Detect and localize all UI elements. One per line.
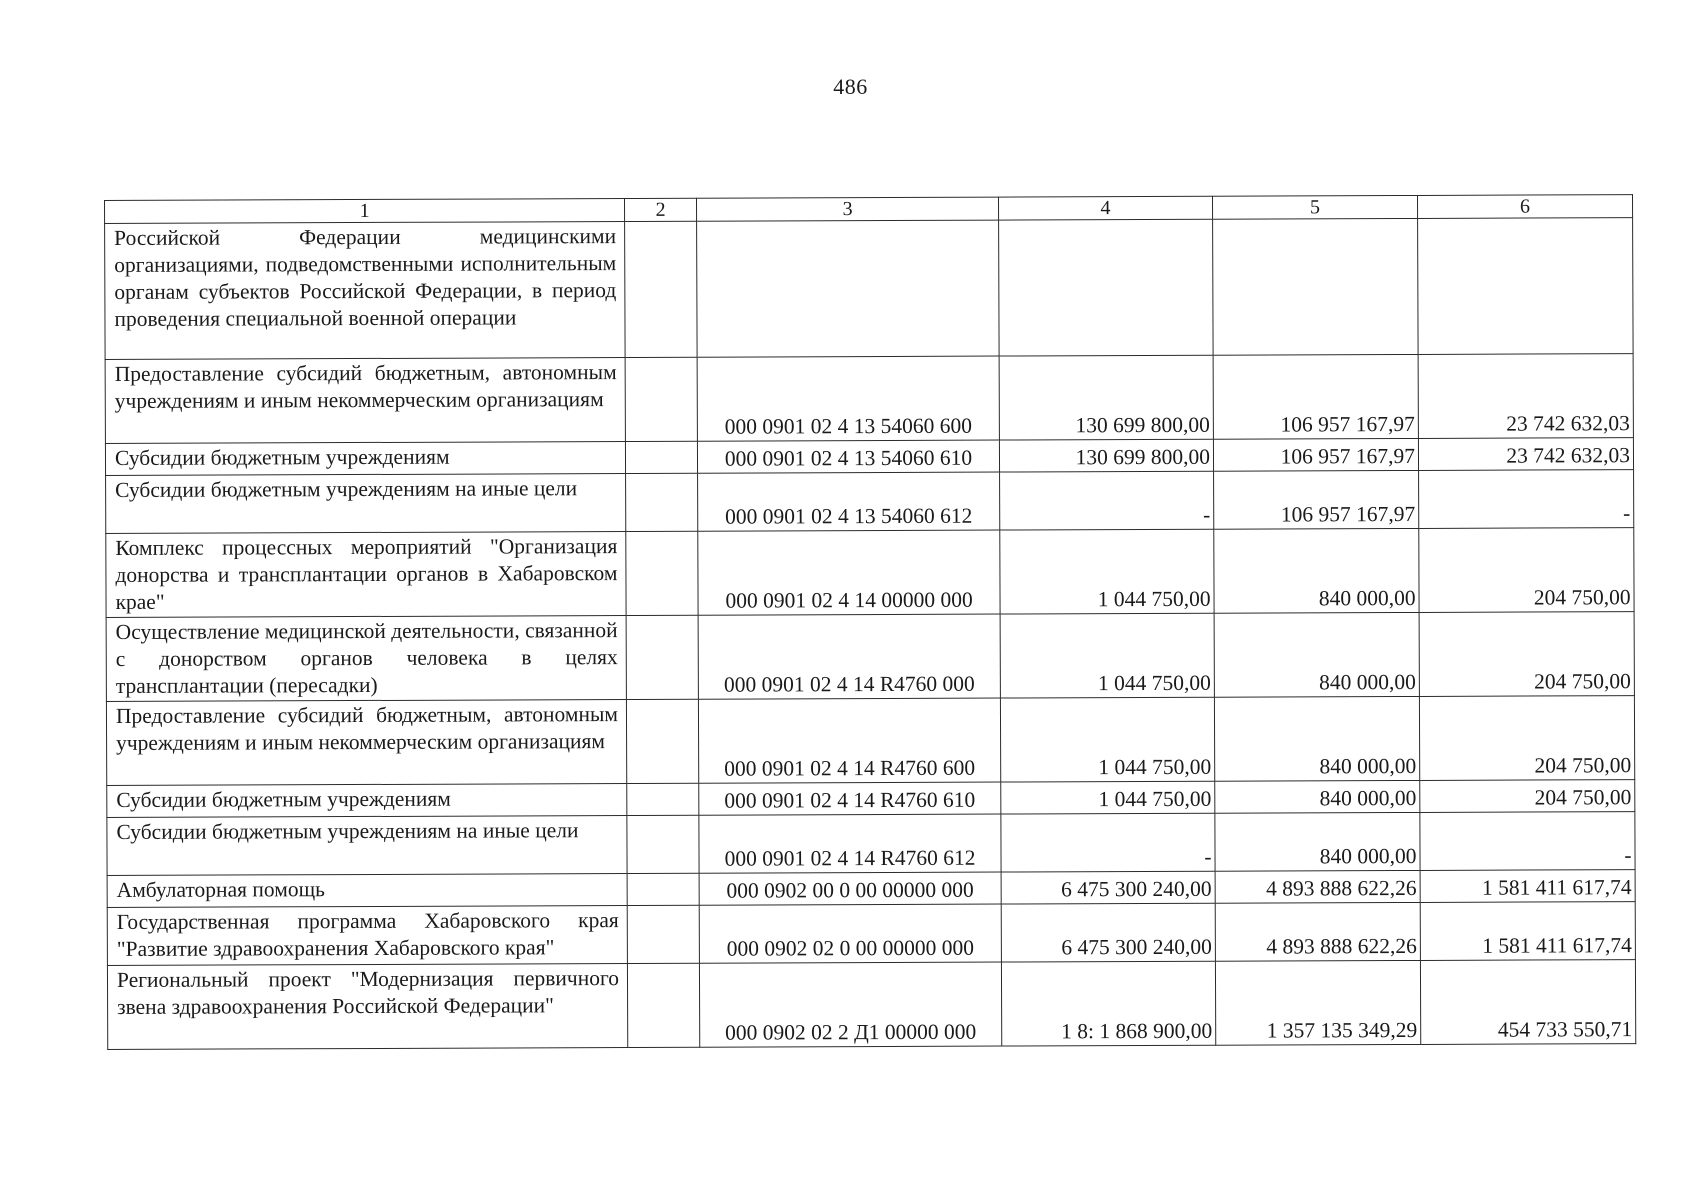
column-number: 5	[1212, 195, 1417, 219]
row-unexecuted: 1 581 411 617,74	[1420, 902, 1635, 961]
row-executed: 840 000,00	[1215, 780, 1420, 813]
row-unexecuted: -	[1419, 470, 1634, 529]
row-approved: 130 699 800,00	[999, 355, 1213, 440]
table-row	[107, 902, 1635, 966]
row-code: 000 0901 02 4 14 R4760 610	[699, 782, 1001, 815]
budget-table-container	[104, 194, 1635, 1050]
row-blank-cell	[627, 783, 699, 815]
row-executed: 840 000,00	[1215, 812, 1420, 871]
row-approved: 1 044 750,00	[1000, 529, 1214, 614]
row-name: Предоставление субсидий бюджетным, автономным учреждениям и иным некоммерческим организациям	[106, 699, 626, 785]
row-unexecuted: 23 742 632,03	[1418, 438, 1633, 471]
row-name: Субсидии бюджетным учреждениям на иные цели	[107, 815, 627, 875]
row-executed: 106 957 167,97	[1213, 438, 1418, 471]
row-approved: -	[1001, 813, 1215, 872]
row-unexecuted	[1418, 218, 1634, 355]
row-unexecuted: 204 750,00	[1419, 528, 1634, 613]
row-code: 000 0902 00 0 00 00000 000	[699, 872, 1001, 905]
row-name: Субсидии бюджетным учреждениям	[105, 441, 625, 475]
row-approved: 1 044 750,00	[1000, 697, 1214, 782]
row-name: Государственная программа Хабаровского края "Развитие здравоохранения Хабаровского края"	[107, 905, 627, 965]
row-executed: 4 893 888 622,26	[1215, 902, 1420, 961]
row-blank-cell	[625, 441, 697, 473]
row-unexecuted: 204 750,00	[1419, 696, 1634, 781]
row-name: Российской Федерации медицинскими организациями, подведомственными исполнительным органам субъектов Российской Федерации, в период проведения специальной военной операции	[105, 222, 626, 360]
column-number: 3	[696, 197, 998, 221]
row-approved: 130 699 800,00	[999, 439, 1213, 472]
page-number: 486	[833, 74, 868, 99]
column-number: 2	[624, 198, 696, 221]
row-unexecuted: -	[1420, 812, 1635, 871]
row-executed: 840 000,00	[1214, 612, 1419, 697]
row-approved: 1 044 750,00	[1001, 781, 1215, 814]
row-code: 000 0901 02 4 14 R4760 000	[698, 614, 1000, 699]
row-executed: 840 000,00	[1214, 696, 1419, 781]
row-name: Субсидии бюджетным учреждениям на иные цели	[106, 473, 626, 533]
table-row	[105, 438, 1633, 476]
row-code: 000 0901 02 4 14 00000 000	[698, 530, 1000, 615]
row-code: 000 0901 02 4 13 54060 612	[698, 472, 1000, 531]
row-code: 000 0901 02 4 14 R4760 600	[698, 698, 1000, 783]
table-row	[106, 528, 1634, 618]
row-approved: 6 475 300 240,00	[1001, 871, 1215, 904]
row-blank-cell	[626, 531, 698, 615]
row-approved: -	[1000, 471, 1214, 530]
row-code: 000 0902 02 2 Д1 00000 000	[699, 962, 1001, 1047]
table-row	[105, 218, 1634, 360]
row-name: Региональный проект "Модернизация первичного звена здравоохранения Российской Федерации"	[107, 963, 627, 1049]
row-blank-cell	[626, 699, 698, 783]
table-row	[107, 960, 1635, 1050]
row-approved: 6 475 300 240,00	[1001, 903, 1215, 962]
table-row	[107, 780, 1635, 818]
row-code: 000 0901 02 4 13 54060 600	[697, 356, 999, 441]
row-unexecuted: 23 742 632,03	[1418, 354, 1633, 439]
table-row	[106, 696, 1634, 786]
row-blank-cell	[627, 905, 699, 963]
column-number: 6	[1417, 195, 1632, 219]
row-executed: 106 957 167,97	[1214, 470, 1419, 529]
row-approved: 1 8: 1 868 900,00	[1001, 961, 1215, 1046]
row-executed: 4 893 888 622,26	[1215, 870, 1420, 903]
table-row	[105, 354, 1633, 444]
row-blank-cell	[627, 815, 699, 873]
row-blank-cell	[626, 473, 698, 531]
row-code: 000 0901 02 4 13 54060 610	[697, 440, 999, 473]
row-name: Амбулаторная помощь	[107, 873, 627, 907]
row-executed: 840 000,00	[1214, 528, 1419, 613]
row-unexecuted: 204 750,00	[1419, 612, 1634, 697]
row-unexecuted: 454 733 550,71	[1420, 960, 1635, 1045]
row-code: 000 0902 02 0 00 00000 000	[699, 904, 1001, 963]
row-unexecuted: 1 581 411 617,74	[1420, 870, 1635, 903]
row-code: 000 0901 02 4 14 R4760 612	[699, 814, 1001, 873]
table-row	[106, 470, 1634, 534]
row-name: Комплекс процессных мероприятий "Организация донорства и трансплантации органов в Хабаровском крае"	[106, 531, 626, 617]
row-name: Осуществление медицинской деятельности, связанной с донорством органов человека в целях трансплантации (пересадки)	[106, 615, 626, 701]
column-number: 4	[998, 196, 1212, 220]
row-blank-cell	[626, 615, 698, 699]
row-blank-cell	[625, 221, 698, 357]
table-row	[107, 870, 1635, 908]
row-blank-cell	[627, 873, 699, 905]
row-blank-cell	[625, 357, 697, 441]
row-code	[697, 220, 1000, 357]
row-executed	[1213, 218, 1419, 355]
row-approved: 1 044 750,00	[1000, 613, 1214, 698]
row-blank-cell	[627, 963, 699, 1047]
row-executed: 1 357 135 349,29	[1215, 960, 1420, 1045]
budget-execution-table	[104, 194, 1636, 1050]
column-number: 1	[105, 199, 625, 224]
row-executed: 106 957 167,97	[1213, 354, 1418, 439]
table-row	[106, 612, 1634, 702]
row-unexecuted: 204 750,00	[1420, 780, 1635, 813]
table-row	[107, 812, 1635, 876]
row-name: Предоставление субсидий бюджетным, автономным учреждениям и иным некоммерческим организациям	[105, 358, 625, 444]
row-approved	[999, 219, 1214, 356]
row-name: Субсидии бюджетным учреждениям	[107, 783, 627, 817]
